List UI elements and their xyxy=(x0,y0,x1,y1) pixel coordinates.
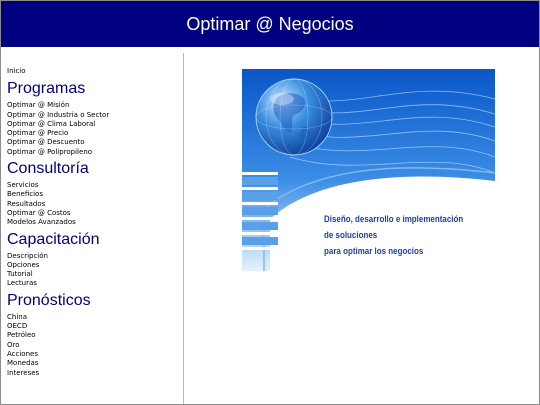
nav-link-china[interactable]: China xyxy=(7,312,27,321)
nav-link-descripcion[interactable]: Descripción xyxy=(7,251,48,260)
site-title: Optimar @ Negocios xyxy=(186,13,354,34)
section-programas xyxy=(7,79,183,157)
nav-link-oro[interactable]: Oro xyxy=(7,340,20,349)
nav-link-clima-laboral[interactable]: Optimar @ Clima Laboral xyxy=(7,119,96,128)
nav-link-acciones[interactable]: Acciones xyxy=(7,349,38,358)
nav-link-monedas[interactable]: Monedas xyxy=(7,359,39,368)
banner-line-3: para optimar los negocios xyxy=(324,246,424,257)
nav-link-costos[interactable]: Optimar @ Costos xyxy=(7,208,71,217)
section-consultoria xyxy=(7,159,183,227)
site-header xyxy=(1,1,539,47)
banner-tagline xyxy=(324,212,463,260)
nav-link-lecturas[interactable]: Lecturas xyxy=(7,279,37,288)
nav-link-oecd[interactable]: OECD xyxy=(7,322,28,331)
nav-link-industria[interactable]: Optimar @ Industria o Sector xyxy=(7,110,110,119)
section-heading-consultoria: Consultoría xyxy=(7,160,89,178)
nav-link-descuento[interactable]: Optimar @ Descuento xyxy=(7,138,85,147)
nav-link-servicios[interactable]: Servicios xyxy=(7,181,39,190)
hero-banner xyxy=(242,69,495,271)
nav-link-precio[interactable]: Optimar @ Precio xyxy=(7,129,69,138)
nav-link-polipropileno[interactable]: Optimar @ Polipropileno xyxy=(7,147,93,156)
nav-link-intereses[interactable]: Intereses xyxy=(7,368,40,377)
section-capacitacion xyxy=(7,230,183,289)
nav-link-tutorial[interactable]: Tutorial xyxy=(7,270,33,279)
nav-link-petroleo[interactable]: Petróleo xyxy=(7,331,36,340)
section-heading-pronosticos: Pronósticos xyxy=(7,291,91,309)
banner-line-1: Diseño, desarrollo e implementación xyxy=(324,214,464,225)
nav-link-inicio[interactable]: Inicio xyxy=(7,67,26,75)
banner-line-2: de soluciones xyxy=(324,230,378,241)
nav-link-resultados[interactable]: Resultados xyxy=(7,199,46,208)
nav-link-beneficios[interactable]: Beneficios xyxy=(7,190,43,199)
nav-link-modelos-avanzados[interactable]: Modelos Avanzados xyxy=(7,218,76,227)
section-pronosticos xyxy=(7,291,183,378)
sidebar-nav xyxy=(1,53,184,405)
nav-link-mision[interactable]: Optimar @ Misión xyxy=(7,101,70,110)
section-heading-capacitacion: Capacitación xyxy=(7,230,100,248)
section-heading-programas: Programas xyxy=(7,80,86,98)
nav-link-opciones[interactable]: Opciones xyxy=(7,260,40,269)
